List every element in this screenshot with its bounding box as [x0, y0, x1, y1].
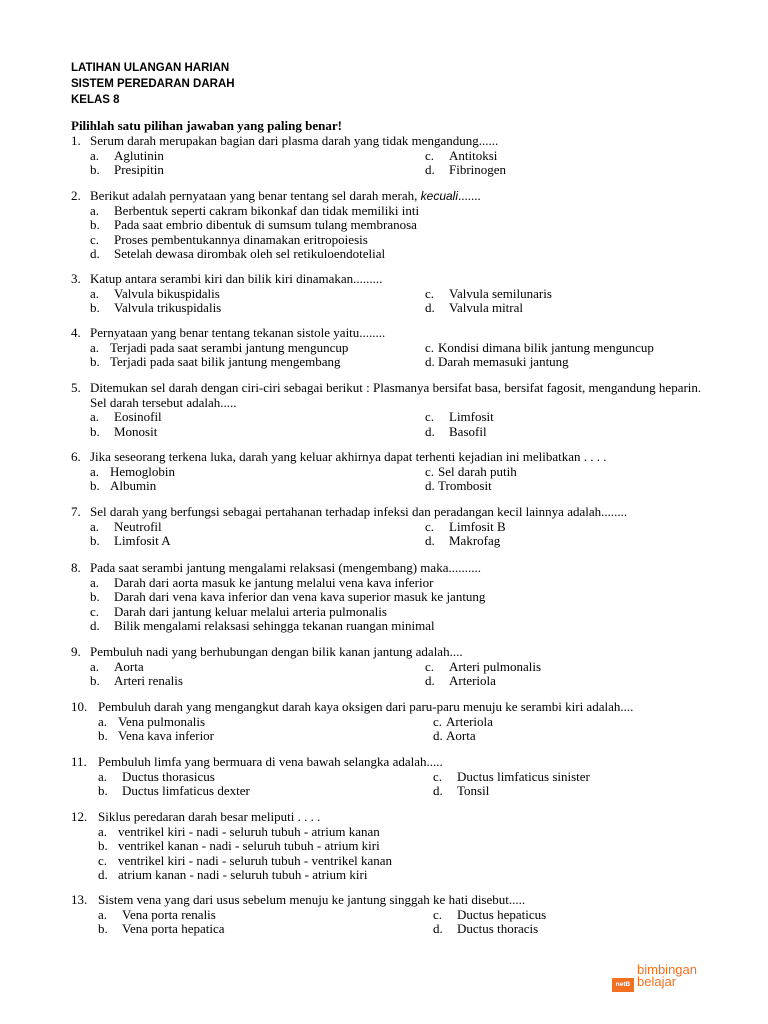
question-stem: Pembuluh nadi yang berhubungan dengan bilik kanan jantung adalah....: [90, 644, 463, 659]
option-a[interactable]: a. Terjadi pada saat serambi jantung menguncup: [90, 339, 349, 355]
option-c[interactable]: c. Proses pembentukannya dinamakan eritropoiesis: [90, 231, 368, 247]
question-7: [71, 505, 711, 549]
question-stem: Pembuluh darah yang mengangkut darah kaya oksigen dari paru-paru menuju ke serambi kiri adalah....: [98, 699, 634, 714]
option-a[interactable]: a. Darah dari aorta masuk ke jantung melalui vena kava inferior: [90, 574, 434, 590]
option-d[interactable]: d. Fibrinogen: [425, 162, 507, 177]
option-a[interactable]: a. Vena porta renalis: [98, 906, 216, 922]
question-2: [71, 189, 711, 262]
option-d[interactable]: d. Setelah dewasa dirombak oleh sel retikuloendotelial: [90, 246, 386, 261]
option-c[interactable]: c. Valvula semilunaris: [425, 285, 552, 301]
option-b[interactable]: b. Limfosit A: [90, 533, 171, 548]
option-b[interactable]: b. ventrikel kanan - nadi - seluruh tubuh - atrium kiri: [98, 838, 380, 853]
question-10: [71, 700, 711, 744]
option-d[interactable]: d. Basofil: [425, 423, 487, 439]
question-12: [71, 810, 711, 883]
option-a[interactable]: a. ventrikel kiri - nadi - seluruh tubuh - atrium kanan: [98, 823, 380, 839]
option-a[interactable]: a. Vena pulmonalis: [98, 713, 206, 729]
question-8: [71, 561, 711, 634]
question-stem: Pada saat serambi jantung mengalami relaksasi (mengembang) maka..........: [90, 560, 481, 575]
option-c[interactable]: c. Darah dari jantung keluar melalui arteria pulmonalis: [90, 603, 387, 619]
logo-wordmark: bimbingan belajar: [637, 962, 697, 989]
option-c[interactable]: c. ventrikel kiri - nadi - seluruh tubuh - ventrikel kanan: [98, 852, 393, 868]
question-number: 10.: [71, 699, 88, 714]
bimbingan-belajar-logo: [612, 964, 697, 992]
question-number: 7.: [71, 504, 81, 519]
header-subject: SISTEM PEREDARAN DARAH: [71, 78, 235, 90]
option-c[interactable]: c. Kondisi dimana bilik jantung menguncup: [425, 339, 654, 355]
option-b[interactable]: b. Presipitin: [90, 162, 164, 177]
question-stem: Ditemukan sel darah dengan ciri-ciri sebagai berikut : Plasmanya bersifat basa, bersifat fagosit, mengandung heparin. Sel darah tersebut adalah.....: [90, 380, 702, 410]
question-number: 11.: [71, 754, 87, 769]
option-b[interactable]: b. Terjadi pada saat bilik jantung mengembang: [90, 354, 341, 369]
option-c[interactable]: c. Limfosit: [425, 409, 494, 424]
option-c[interactable]: c. Ductus limfaticus sinister: [433, 768, 590, 784]
question-stem: Siklus peredaran darah besar meliputi . . . .: [98, 809, 321, 824]
question-number: 1.: [71, 133, 81, 148]
option-b[interactable]: b. Ductus limfaticus dexter: [98, 783, 250, 798]
option-b[interactable]: b. Darah dari vena kava inferior dan vena kava superior masuk ke jantung: [90, 589, 486, 604]
question-number: 4.: [71, 325, 81, 340]
header-class: KELAS 8: [71, 94, 120, 106]
question-number: 5.: [71, 380, 81, 395]
option-a[interactable]: a. Neutrofil: [90, 518, 162, 534]
option-d[interactable]: d. Trombosit: [425, 478, 492, 493]
option-b[interactable]: b. Valvula trikuspidalis: [90, 300, 222, 315]
question-stem: Pembuluh limfa yang bermuara di vena bawah selangka adalah.....: [98, 754, 443, 769]
question-4: [71, 326, 711, 370]
option-d[interactable]: d. Bilik mengalami relaksasi sehingga tekanan ruangan minimal: [90, 618, 435, 633]
question-number: 13.: [71, 892, 88, 907]
option-c[interactable]: c. Ductus hepaticus: [433, 906, 547, 922]
option-a[interactable]: a. Valvula bikuspidalis: [90, 285, 220, 301]
question-stem: Sistem vena yang dari usus sebelum menuju ke jantung singgah ke hati disebut.....: [98, 892, 526, 907]
question-number: 3.: [71, 271, 81, 286]
option-c[interactable]: c. Arteri pulmonalis: [425, 658, 542, 674]
option-c[interactable]: c. Antitoksi: [425, 147, 498, 163]
option-a[interactable]: a. Aorta: [90, 658, 144, 674]
option-d[interactable]: d. Aorta: [433, 728, 476, 743]
question-stem: Katup antara serambi kiri dan bilik kiri dinamakan.........: [90, 271, 383, 286]
question-stem: Serum darah merupakan bagian dari plasma darah yang tidak mengandung......: [90, 133, 499, 148]
option-a[interactable]: a. Berbentuk seperti cakram bikonkaf dan tidak memiliki inti: [90, 202, 420, 218]
option-c[interactable]: c. Sel darah putih: [425, 463, 517, 479]
question-number: 9.: [71, 644, 81, 659]
option-c[interactable]: c. Arteriola: [433, 713, 493, 729]
option-b[interactable]: b. Pada saat embrio dibentuk di sumsum tulang membranosa: [90, 217, 417, 232]
question-number: 2.: [71, 188, 81, 203]
question-5: [71, 381, 711, 439]
option-d[interactable]: d. Makrofag: [425, 533, 501, 548]
option-a[interactable]: a. Eosinofil: [90, 409, 162, 424]
option-b[interactable]: b. Vena porta hepatica: [98, 921, 225, 936]
question-stem: Jika seseorang terkena luka, darah yang keluar akhirnya dapat terhenti kejadian ini melibatkan . . . .: [90, 449, 607, 464]
question-stem: Sel darah yang berfungsi sebagai pertahanan terhadap infeksi dan peradangan kecil lainnya adalah........: [90, 504, 628, 519]
question-9: [71, 645, 711, 689]
option-b[interactable]: b. Vena kava inferior: [98, 728, 215, 743]
question-1: [71, 134, 711, 178]
option-d[interactable]: d. Darah memasuki jantung: [425, 354, 569, 369]
question-6: [71, 450, 711, 494]
question-number: 8.: [71, 560, 81, 575]
option-d[interactable]: d. Arteriola: [425, 673, 496, 688]
question-11: [71, 755, 711, 799]
logo-badge: netB: [612, 978, 634, 992]
header-title: LATIHAN ULANGAN HARIAN: [71, 62, 230, 74]
option-a[interactable]: a. Hemoglobin: [90, 463, 175, 479]
question-number: 12.: [71, 809, 88, 824]
option-d[interactable]: d. Tonsil: [433, 783, 490, 798]
option-b[interactable]: b. Albumin: [90, 478, 157, 493]
option-b[interactable]: b. Monosit: [90, 423, 158, 439]
question-number: 6.: [71, 449, 81, 464]
instruction: Pilihlah satu pilihan jawaban yang paling benar!: [71, 118, 342, 133]
option-b[interactable]: b. Arteri renalis: [90, 673, 183, 688]
worksheet-header: [71, 60, 235, 108]
question-stem: Berikut adalah pernyataan yang benar tentang sel darah merah, kecuali.......: [90, 188, 481, 203]
question-stem: Pernyataan yang benar tentang tekanan sistole yaitu........: [90, 325, 386, 340]
question-13: [71, 893, 711, 937]
option-d[interactable]: d. Valvula mitral: [425, 300, 524, 315]
option-a[interactable]: a. Aglutinin: [90, 147, 164, 163]
option-a[interactable]: a. Ductus thorasicus: [98, 768, 215, 784]
question-3: [71, 272, 711, 316]
option-c[interactable]: c. Limfosit B: [425, 518, 506, 534]
option-d[interactable]: d. Ductus thoracis: [433, 921, 539, 936]
option-d[interactable]: d. atrium kanan - nadi - seluruh tubuh - atrium kiri: [98, 867, 368, 882]
